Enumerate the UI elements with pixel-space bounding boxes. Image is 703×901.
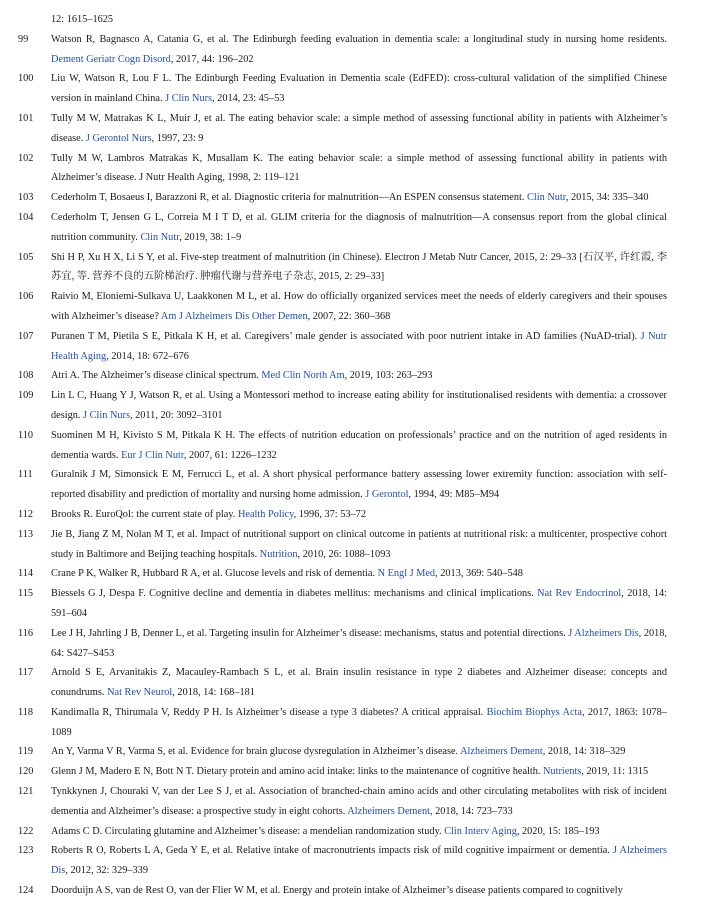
reference-volume-pages: , 2015, 34: 335–340 [565,192,649,204]
reference-number: 110 [18,429,34,441]
reference-number: 120 [18,766,34,778]
reference-number: 114 [18,568,34,580]
reference-number: 101 [18,112,34,124]
reference-volume-pages: , 2020, 15: 185–193 [516,825,600,837]
reference-text [51,782,667,822]
reference-citation: Guralnik J M, Simonsick E M, Ferrucci L, et al. A short physical performance battery assessing lower extremity function: association with self-reported disability and prediction of mortality and nursing home admission. [51,469,667,501]
reference-volume-pages: , 2017, 44: 196–202 [170,53,254,65]
journal-link[interactable]: Alzheimers Dement [347,805,430,817]
journal-link[interactable]: Biochim Biophys Acta [486,706,582,718]
reference-citation: An Y, Varma V R, Varma S, et al. Evidence for brain glucose dysregulation in Alzheimer’s disease. [51,746,461,758]
journal-link[interactable]: J Alzheimers Dis [568,627,639,639]
reference-entry [0,822,703,842]
reference-volume-pages: , 2010, 26: 1088–1093 [297,548,391,560]
journal-link[interactable]: J Alzheimers Dis [51,845,667,877]
journal-link[interactable]: N Engl J Med [377,568,436,580]
reference-volume-pages: , 2019, 11: 1315 [581,766,649,778]
reference-volume-pages: , 2018, 14: 318–329 [542,746,626,758]
reference-volume-pages: , 2018, 14: 591–604 [51,588,667,619]
reference-text [51,248,667,288]
reference-volume-pages: , 2012, 32: 329–339 [65,865,148,877]
reference-number: 106 [18,291,34,303]
reference-number: 108 [18,370,34,382]
reference-entry [0,149,703,189]
reference-volume-pages: , 2011, 20: 3092–3101 [129,409,223,421]
reference-number: 124 [18,885,34,897]
reference-entry [0,366,703,386]
reference-number: 117 [18,667,34,679]
reference-citation: Lin L C, Huang Y J, Watson R, et al. Using a Montessori method to increase eating ability for institutionalised residents with dementia: a crossover design. [51,390,667,421]
reference-entry [0,69,703,109]
reference-volume-pages: , 2007, 22: 360–368 [307,310,391,322]
reference-text [51,208,667,248]
reference-text [51,505,667,525]
reference-text [51,703,667,743]
journal-link[interactable]: Nutrition [259,548,298,560]
reference-number: 111 [18,469,33,481]
reference-citation: Raivio M, Eloniemi-Sulkava U, Laakkonen M L, et al. How do officially organized services meet the needs of elderly caregivers and their spouses with Alzheimer’s disease? [51,291,667,322]
reference-citation: Atri A. The Alzheimer’s disease clinical spectrum. [51,370,262,382]
reference-text [51,624,667,664]
reference-text [51,881,667,901]
reference-volume-pages: , 2013, 369: 540–548 [435,568,523,580]
reference-volume-pages: , 2017, 1863: 1078–1089 [51,706,667,738]
reference-text [51,287,667,327]
reference-text [51,69,667,109]
reference-number: 113 [18,528,34,540]
journal-link[interactable]: Nutrients [543,766,582,778]
reference-entry [0,742,703,762]
reference-volume-pages: , 2007, 61: 1226–1232 [183,449,277,461]
reference-entry [0,30,703,70]
reference-number: 122 [18,825,34,837]
reference-text [51,841,667,881]
reference-text [51,762,667,782]
reference-text [51,822,667,842]
reference-text [51,30,667,70]
reference-citation: Lee J H, Jahrling J B, Denner L, et al. Targeting insulin for Alzheimer’s disease: mechanisms, status and potential directions. [51,627,569,639]
reference-entry [0,564,703,584]
reference-entry [0,703,703,743]
reference-number: 103 [18,192,34,204]
reference-volume-pages: , 2019, 103: 263–293 [344,370,433,382]
reference-citation: Tully M W, Lambros Matrakas K, Musallam K. The eating behavior scale: a simple method of assessing functional ability in patients with Alzheimer’s disease. J Nutr Health Aging, 1998, 2: 119–121 [51,152,667,184]
reference-text [51,366,667,386]
reference-citation: Glenn J M, Madero E N, Bott N T. Dietary protein and amino acid intake: links to the maintenance of cognitive health. [51,766,544,778]
reference-citation: Crane P K, Walker R, Hubbard R A, et al. Glucose levels and risk of dementia. [51,568,378,580]
journal-link[interactable]: Dement Geriatr Cogn Disord [51,53,171,65]
reference-text [51,188,667,208]
reference-text [51,742,667,762]
reference-text [51,584,667,624]
journal-link[interactable]: Am J Alzheimers Dis Other Demen [160,310,308,322]
reference-citation: Doorduijn A S, van de Rest O, van der Flier W M, et al. Energy and protein intake of Alzheimer’s disease patients compared to cognitively [51,885,623,897]
reference-number: 109 [18,390,34,402]
reference-entry [0,109,703,149]
journal-link[interactable]: Clin Interv Aging [444,825,517,837]
reference-text [51,327,667,367]
journal-link[interactable]: Nat Rev Endocrinol [537,588,622,600]
reference-citation: Kandimalla R, Thirumala V, Reddy P H. Is Alzheimer’s disease a type 3 diabetes? A critical appraisal. [51,706,487,718]
reference-entry [0,188,703,208]
journal-link[interactable]: J Clin Nurs [165,93,213,105]
reference-entry [0,782,703,822]
reference-volume-pages: , 2014, 23: 45–53 [212,93,285,105]
journal-link[interactable]: Med Clin North Am [261,370,345,382]
reference-citation: Liu W, Watson R, Lou F L. The Edinburgh Feeding Evaluation in Dementia scale (EdFED): cross-cultural validation of the simplified Chinese version in mainland China. [51,73,667,105]
reference-entry [0,426,703,466]
reference-entry [0,386,703,426]
reference-volume-pages: , 2018, 14: 723–733 [429,805,513,817]
reference-number: 102 [18,152,34,164]
journal-link[interactable]: Clin Nutr [527,192,566,204]
journal-link[interactable]: Clin Nutr [140,231,180,243]
reference-list [0,10,703,901]
reference-entry [0,248,703,288]
reference-text [51,109,667,149]
reference-citation: Watson R, Bagnasco A, Catania G, et al. The Edinburgh feeding evaluation in dementia scale: a longitudinal study in nursing home residents. [51,33,667,45]
reference-text [51,386,667,426]
reference-number: 105 [18,251,34,263]
reference-text [51,10,667,30]
reference-entry [0,505,703,525]
reference-citation: Tully M W, Matrakas K L, Muir J, et al. The eating behavior scale: a simple method of assessing functional ability in patients with Alzheimer’s disease. [51,112,667,144]
reference-entry [0,327,703,367]
reference-citation: 12: 1615–1625 [51,14,114,25]
reference-entry [0,287,703,327]
reference-entry [0,624,703,664]
reference-citation: Biessels G J, Despa F. Cognitive decline and dementia in diabetes mellitus: mechanisms and clinical implications. [51,588,538,600]
reference-entry [0,525,703,565]
reference-volume-pages: , 2014, 18: 672–676 [106,350,189,362]
reference-citation: Puranen T M, Pietila S E, Pitkala K H, et al. Caregivers’ male gender is associated with poor nutrient intake in AD families (NuAD-trial). [51,330,641,342]
reference-number: 123 [18,845,34,857]
reference-citation: Suominen M H, Kivisto S M, Pitkala K H. The effects of nutrition education on professionals’ practice and on the nutrition of aged residents in dementia wards. [51,429,667,461]
journal-link[interactable]: J Gerontol Nurs [85,132,152,144]
reference-text [51,525,667,565]
reference-number: 121 [18,786,34,798]
reference-text [51,564,667,584]
reference-citation: Tynkkynen J, Chouraki V, van der Lee S J, et al. Association of branched-chain amino acids and other circulating metabolites with risk of incident dementia and Alzheimer’s disease: a prospective study in eight cohorts. [51,786,667,817]
reference-number: 107 [18,330,34,342]
reference-volume-pages: , 1997, 23: 9 [151,132,204,144]
reference-citation: Cederholm T, Bosaeus I, Barazzoni R, et al. Diagnostic criteria for malnutrition—An ESPEN consensus statement. [51,192,528,204]
reference-volume-pages: , 1994, 49: M85–M94 [408,489,500,501]
reference-text [51,465,667,505]
reference-entry [0,465,703,505]
journal-link[interactable]: J Clin Nurs [83,409,130,421]
reference-number: 100 [18,73,34,85]
reference-entry [0,881,703,901]
reference-number: 99 [18,33,29,45]
reference-number: 104 [18,211,34,223]
reference-citation: Arnold S E, Arvanitakis Z, Macauley-Rambach S L, et al. Brain insulin resistance in type 2 diabetes and Alzheimer disease: concepts and conundrums. [51,667,667,699]
reference-citation: Shi H P, Xu H X, Li S Y, et al. Five-step treatment of malnutrition (in Chinese). Electron J Metab Nutr Cancer, 2015, 2: 29–33 [石汉平, 许红霞, 李苏宜, 等. 营养不良的五阶梯治疗. 肿瘤代谢与营养电子杂志, 2015, 2: 29–33] [51,251,667,283]
journal-link[interactable]: J Gerontol [365,489,409,501]
journal-link[interactable]: J Nutr Health Aging [51,330,667,362]
reference-citation: Brooks R. EuroQol: the current state of play. [51,508,238,520]
reference-entry [0,10,703,30]
reference-entry [0,762,703,782]
reference-citation: Adams C D. Circulating glutamine and Alzheimer’s disease: a mendelian randomization study. [51,825,445,837]
journal-link[interactable]: Nat Rev Neurol [107,687,173,699]
journal-link[interactable]: Health Policy [237,508,294,520]
reference-number: 118 [18,706,34,718]
reference-text [51,426,667,466]
reference-entry [0,208,703,248]
reference-citation: Jie B, Jiang Z M, Nolan M T, et al. Impact of nutritional support on clinical outcome in patients at nutritional risk: a multicenter, prospective cohort study in Baltimore and Beijing teaching hospitals. [51,528,667,560]
reference-number: 119 [18,746,34,758]
reference-text [51,149,667,189]
reference-entry [0,841,703,881]
reference-number: 116 [18,627,34,639]
journal-link[interactable]: Alzheimers Dement [460,746,543,758]
reference-volume-pages: , 2019, 38: 1–9 [179,231,242,243]
reference-volume-pages: , 1996, 37: 53–72 [293,508,366,520]
reference-citation: Cederholm T, Jensen G L, Correia M I T D, et al. GLIM criteria for the diagnosis of malnutrition—A consensus report from the global clinical nutrition community. [51,211,667,243]
reference-text [51,663,667,703]
reference-entry [0,584,703,624]
reference-volume-pages: , 2018, 14: 168–181 [172,687,255,699]
reference-entry [0,663,703,703]
reference-number: 115 [18,588,34,600]
journal-link[interactable]: Eur J Clin Nutr [121,449,184,461]
reference-number: 112 [18,508,34,520]
reference-citation: Roberts R O, Roberts L A, Geda Y E, et al. Relative intake of macronutrients impacts risk of mild cognitive impairment or dementia. [51,845,613,857]
reference-volume-pages: , 2018, 64: S427–S453 [51,627,668,659]
